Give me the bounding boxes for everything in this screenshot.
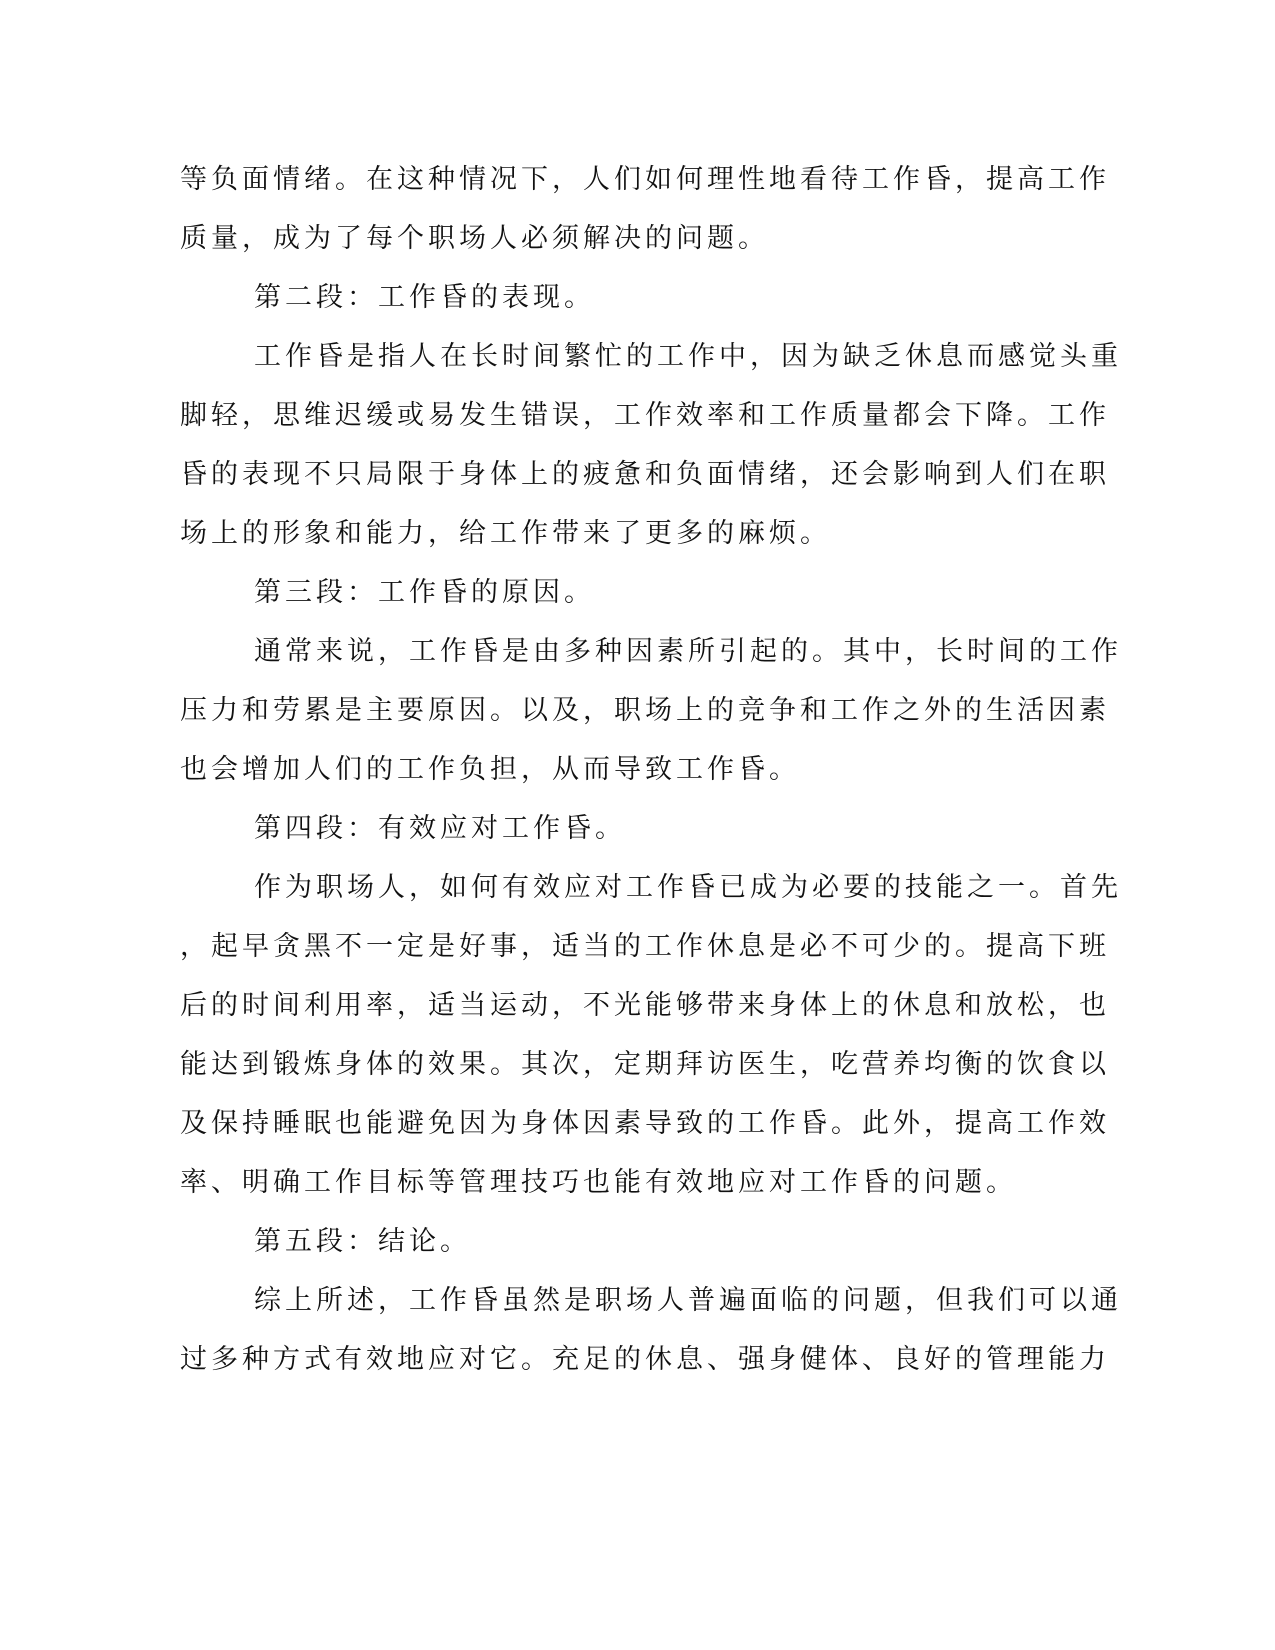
section-heading: 第三段：工作昏的原因。 <box>254 577 595 608</box>
text-line: 质量，成为了每个职场人必须解决的问题。 <box>180 223 769 254</box>
section-heading: 第四段：有效应对工作昏。 <box>254 813 626 844</box>
text-line: 后的时间利用率，适当运动，不光能够带来身体上的休息和放松，也 <box>180 990 1110 1021</box>
section-heading: 第二段：工作昏的表现。 <box>254 282 595 313</box>
text-line: 过多种方式有效地应对它。充足的休息、强身健体、良好的管理能力 <box>180 1344 1110 1375</box>
text-line: 也会增加人们的工作负担，从而导致工作昏。 <box>180 754 800 785</box>
text-line: 通常来说，工作昏是由多种因素所引起的。其中，长时间的工作 <box>254 636 1122 667</box>
text-line: 工作昏是指人在长时间繁忙的工作中，因为缺乏休息而感觉头重 <box>254 341 1122 372</box>
text-line: 作为职场人，如何有效应对工作昏已成为必要的技能之一。首先 <box>254 872 1122 903</box>
body-text <box>180 150 1122 1389</box>
text-line: 压力和劳累是主要原因。以及，职场上的竞争和工作之外的生活因素 <box>180 695 1110 726</box>
text-line: 综上所述，工作昏虽然是职场人普遍面临的问题，但我们可以通 <box>254 1285 1122 1316</box>
section-heading: 第五段：结论。 <box>254 1226 471 1257</box>
text-line: 及保持睡眠也能避免因为身体因素导致的工作昏。此外，提高工作效 <box>180 1108 1110 1139</box>
text-line: 率、明确工作目标等管理技巧也能有效地应对工作昏的问题。 <box>180 1167 1017 1198</box>
text-line: ，起早贪黑不一定是好事，适当的工作休息是必不可少的。提高下班 <box>180 931 1110 962</box>
text-line: 脚轻，思维迟缓或易发生错误，工作效率和工作质量都会下降。工作 <box>180 400 1110 431</box>
text-line: 能达到锻炼身体的效果。其次，定期拜访医生，吃营养均衡的饮食以 <box>180 1049 1110 1080</box>
text-line: 等负面情绪。在这种情况下，人们如何理性地看待工作昏，提高工作 <box>180 164 1110 195</box>
text-line: 昏的表现不只局限于身体上的疲惫和负面情绪，还会影响到人们在职 <box>180 459 1110 490</box>
text-line: 场上的形象和能力，给工作带来了更多的麻烦。 <box>180 518 831 549</box>
